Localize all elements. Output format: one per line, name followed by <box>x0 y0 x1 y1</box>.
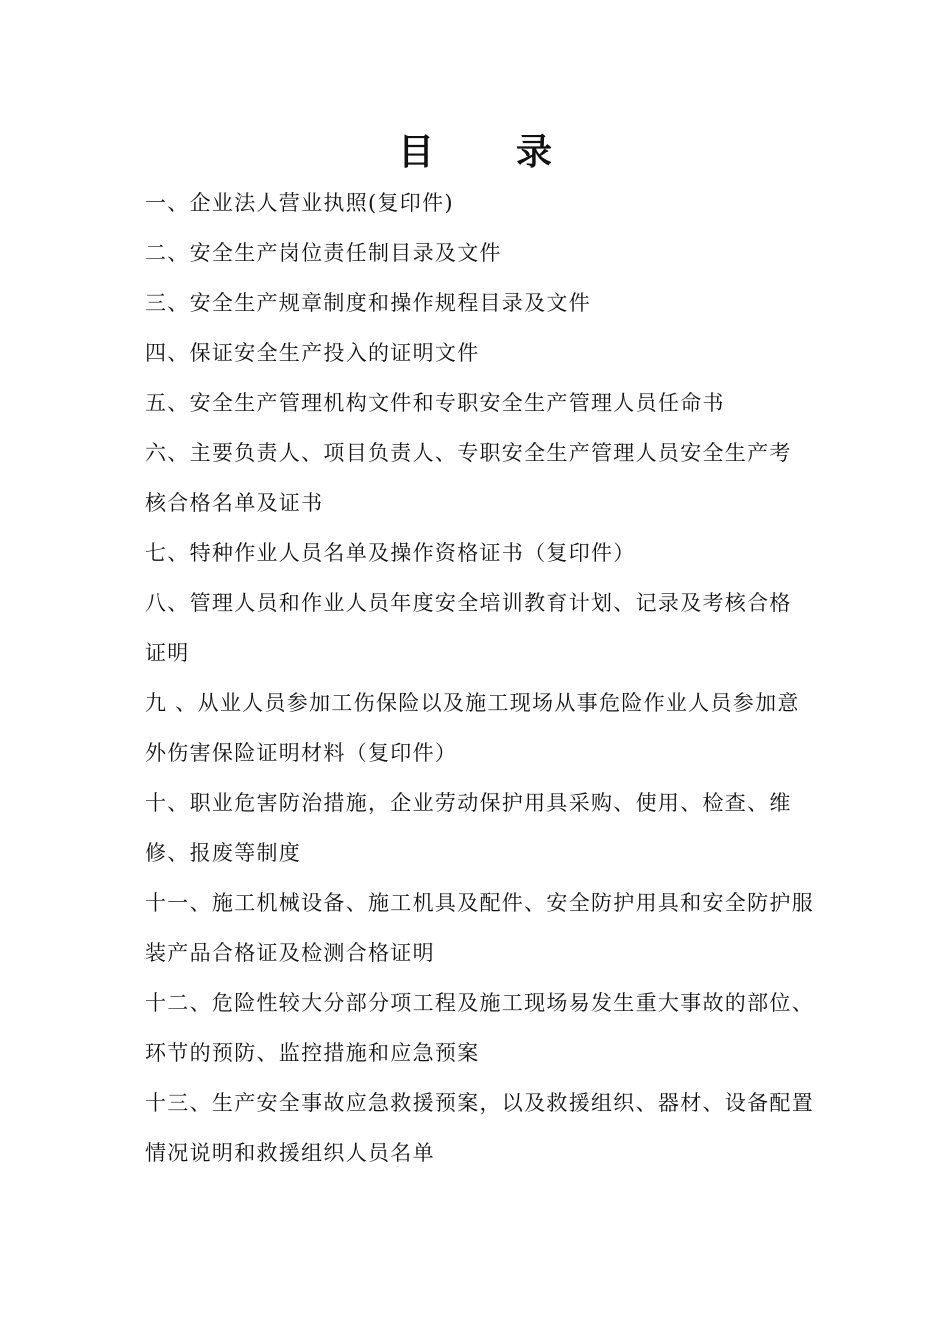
toc-item: 四、保证安全生产投入的证明文件 <box>145 341 480 365</box>
toc-item-continuation: 修、报废等制度 <box>145 841 302 865</box>
toc-item-continuation: 证明 <box>145 641 190 665</box>
toc-item: 七、特种作业人员名单及操作资格证书（复印件） <box>145 541 636 565</box>
toc-item: 一、企业法人营业执照(复印件) <box>145 191 454 215</box>
toc-item: 九 、从业人员参加工伤保险以及施工现场从事危险作业人员参加意 <box>145 691 800 715</box>
toc-item: 十三、生产安全事故应急救援预案，以及救援组织、器材、设备配置 <box>145 1091 814 1115</box>
toc-item: 八、管理人员和作业人员年度安全培训教育计划、记录及考核合格 <box>145 591 792 615</box>
toc-item-continuation: 装产品合格证及检测合格证明 <box>145 941 435 965</box>
table-of-contents <box>145 178 814 1178</box>
toc-item-continuation: 外伤害保险证明材料（复印件） <box>145 741 458 765</box>
toc-item: 十二、危险性较大分部分项工程及施工现场易发生重大事故的部位、 <box>145 991 814 1015</box>
toc-item: 三、安全生产规章制度和操作规程目录及文件 <box>145 291 591 315</box>
toc-item-continuation: 核合格名单及证书 <box>145 491 324 515</box>
toc-item-continuation: 情况说明和救援组织人员名单 <box>145 1141 435 1165</box>
toc-item: 十一、施工机械设备、施工机具及配件、安全防护用具和安全防护服 <box>145 891 814 915</box>
toc-item: 五、安全生产管理机构文件和专职安全生产管理人员任命书 <box>145 391 725 415</box>
toc-item: 十、职业危害防治措施，企业劳动保护用具采购、使用、检查、维 <box>145 791 792 815</box>
toc-item: 二、安全生产岗位责任制目录及文件 <box>145 241 502 265</box>
page-title: 目录 <box>397 131 634 173</box>
toc-item: 六、主要负责人、项目负责人、专职安全生产管理人员安全生产考 <box>145 441 792 465</box>
toc-item-continuation: 环节的预防、监控措施和应急预案 <box>145 1041 480 1065</box>
